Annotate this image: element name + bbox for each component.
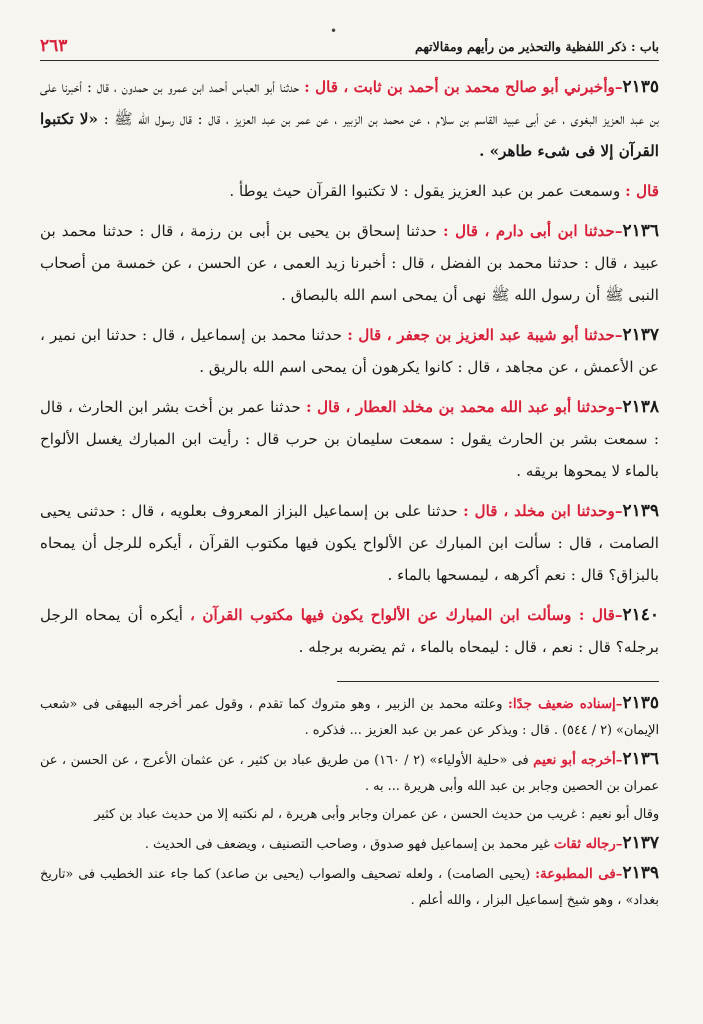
hadith-isnad-lead: قال : [625, 182, 659, 200]
footnote-text: وعلته محمد بن الزبير ، وهو متروك كما تقدم ، وقول عمر أخرجه البيهقى فى «شعب الإيمان» (٢ / ٥٤٤) . قال : ويذكر عن عمر بن عبد العزيز ... فذكره . [40, 697, 659, 738]
footnote-grade: –إسناده ضعيف جدًا: [507, 696, 623, 712]
hadith-text: أيكره أن يمحاه الرجل برجله؟ قال : نعم ، قال : ليمحاه بالماء ، ثم يضربه برجله . [40, 606, 659, 656]
footnote-number: ٢١٣٧ [622, 833, 659, 853]
footnote-text: فى «حلية الأولياء» (٢ / ١٦٠) من طريق عباد بن كثير ، عن عثمان الأعرج ، عن الحسن ، عن عمران بن الحصين وجابر بن عبد الله وأبى هريرة ... به . [40, 753, 659, 794]
hadith-2140 [40, 599, 659, 663]
hadith-number: ٢١٣٩ [622, 501, 659, 521]
footnote-text: وقال أبو نعيم : غريب من حديث الحسن ، عن عمران وجابر وأبى هريرة ، لم نكتبه إلا من حديث عباد بن كثير [94, 807, 659, 822]
hadith-quote: «لا تكتبوا القرآن إلا فى شىء طاهر» . [40, 110, 659, 160]
hadith-isnad-lead: –وحدثنا أبو عبد الله محمد بن مخلد العطار ، قال : [305, 398, 623, 416]
hadith-number: ٢١٣٧ [622, 325, 659, 345]
footnote-divider [337, 681, 659, 682]
hadith-text: حدثنا محمد بن إسماعيل ، قال : حدثنا ابن نمير ، عن الأعمش ، عن مجاهد ، قال : كانوا يكرهون أن يمحى اسم الله بالريق . [40, 326, 659, 376]
hadith-isnad-lead: –وأخبرني أبو صالح محمد بن أحمد بن ثابت ، قال : [304, 78, 623, 96]
page-number: ٢٦٣ [40, 36, 68, 56]
footnote-number: ٢١٣٩ [622, 863, 659, 883]
hadith-2135 [40, 71, 659, 167]
footnote-grade: –فى المطبوعة: [535, 866, 623, 882]
hadith-text: حدثنا أبو العباس أحمد ابن عمرو بن حمدون ، قال : أخبرنا على بن عبد العزيز البغوى ، عن أبى عبيد القاسم بن سلام ، عن محمد بن الزبير ، عن عمر بن عبد العزيز ، قال : قال رسول الله ﷺ : [40, 78, 659, 128]
hadith-text: وسمعت عمر بن عبد العزيز يقول : لا تكتبوا القرآن حيث يوطأ . [229, 182, 626, 200]
footnote-number: ٢١٣٦ [622, 749, 659, 769]
chapter-title: باب : ذكر اللفظية والتحذير من رأيهم ومقالاتهم [415, 39, 659, 54]
hadith-text: حدثنا إسحاق بن يحيى بن أبى بن رزمة ، قال : حدثنا محمد بن عبيد ، قال : حدثنا محمد بن الفضل ، قال : أخبرنا زيد العمى ، عن الحسن ، عن خمسة من أصحاب النبى ﷺ أن رسول الله ﷺ نهى أن يمحى اسم الله بالبصاق . [40, 222, 659, 304]
hadith-2135-continuation [40, 175, 659, 207]
hadith-isnad-lead: –قال : وسألت ابن المبارك عن الألواح يكون فيها مكتوب القرآن ، [190, 606, 623, 624]
hadith-isnad-lead: –حدثنا ابن أبى دارم ، قال : [443, 222, 623, 240]
footnotes [40, 690, 659, 914]
footnote-number: ٢١٣٥ [622, 693, 659, 713]
hadith-isnad-lead: –وحدثنا ابن مخلد ، قال : [463, 502, 623, 520]
hadith-isnad-lead: –حدثنا أبو شيبة عبد العزيز بن جعفر ، قال : [347, 326, 623, 344]
hadith-number: ٢١٣٨ [622, 397, 659, 417]
hadith-number: ٢١٣٥ [622, 77, 659, 97]
hadith-body [40, 71, 659, 663]
footnote-2136-continuation [40, 802, 659, 828]
hadith-2136 [40, 215, 659, 311]
footnote-grade: –رجاله ثقات [553, 836, 623, 852]
hadith-2137 [40, 319, 659, 383]
footnote-2137 [40, 830, 659, 858]
hadith-number: ٢١٣٦ [622, 221, 659, 241]
footnote-2136 [40, 746, 659, 800]
hadith-number: ٢١٤٠ [622, 605, 659, 625]
page-mark: • [330, 24, 338, 38]
footnote-grade: –أخرجه أبو نعيم [533, 752, 623, 768]
footnote-text: غير محمد بن إسماعيل فهو صدوق ، وصاحب التصنيف ، ويضعف فى الحديث . [144, 837, 554, 852]
running-header [40, 36, 659, 61]
hadith-text: حدثنا على بن إسماعيل البزاز المعروف بعلويه ، قال : حدثنى يحيى الصامت ، قال : سألت ابن المبارك عن الألواح يكون فيها مكتوب القرآن ، أيكره للرجل أن يمحاه بالبزاق؟ قال : نعم أكرهه ، ليمسحها بالماء . [40, 502, 659, 584]
footnote-2139 [40, 860, 659, 914]
footnote-2135 [40, 690, 659, 744]
hadith-2139 [40, 495, 659, 591]
hadith-2138 [40, 391, 659, 487]
hadith-text: حدثنا عمر بن أخت بشر ابن الحارث ، قال : سمعت بشر بن الحارث يقول : سمعت سليمان بن حرب قال : رأيت ابن المبارك يغسل الألواح بالماء لا يمحوها بريقه . [40, 398, 659, 480]
footnote-text: (يحيى الصامت) ، ولعله تصحيف والصواب (يحيى بن صاعد) كما جاء عند الخطيب فى «تاريخ بغداد» ، وهو شيخ إسماعيل البزار ، والله أعلم . [40, 867, 659, 908]
